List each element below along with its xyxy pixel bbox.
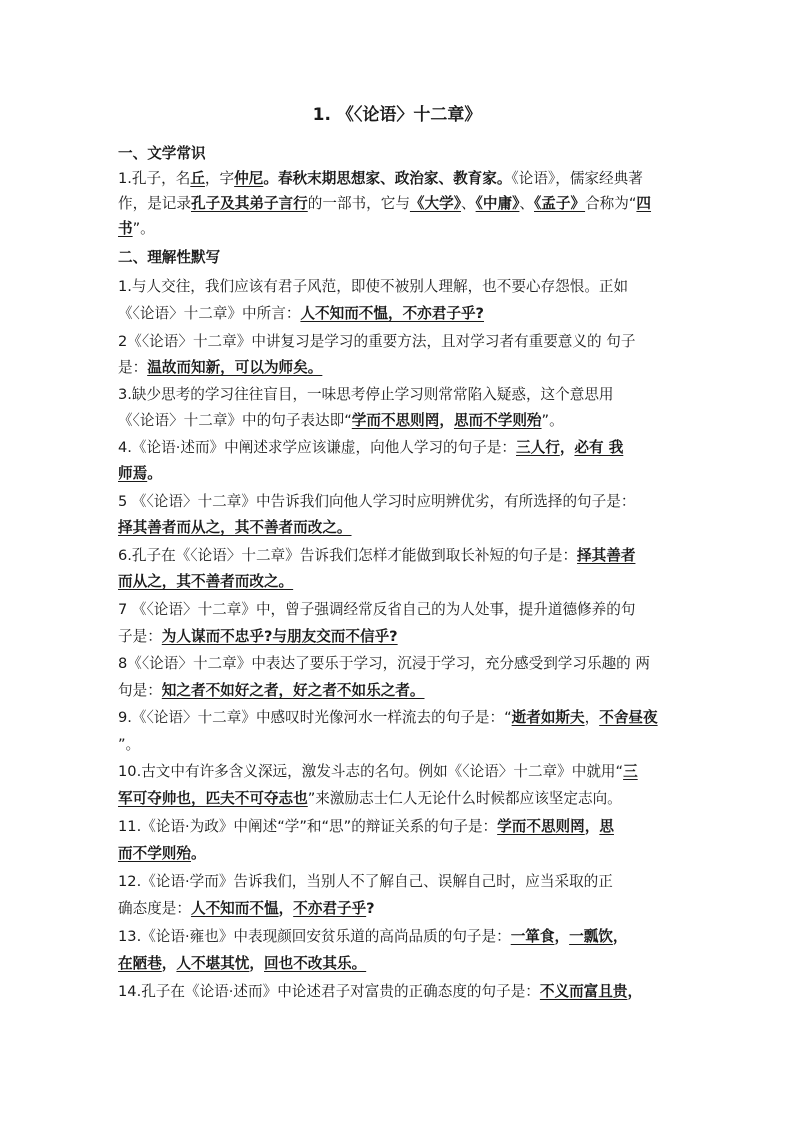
line-text: 《论语》，儒家经典著 [511, 170, 643, 187]
line-text: ”。 [132, 220, 155, 237]
text-line [118, 330, 688, 354]
line-text: 8《〈论语〉十二章》中表达了要乐于学习，沉浸于学习，充分感受到学习乐趣的 两 [118, 655, 651, 672]
line-text: 春秋末期思想家、政治家、教育家。 [277, 170, 512, 187]
answer-text: 《中庸》 [475, 195, 520, 212]
line-text: ， [161, 955, 177, 972]
text-line [118, 383, 688, 407]
line-text: 13.《论语·雍也》中表现颜回安贫乐道的高尚品质的句子是： [118, 928, 511, 945]
line-text: 子是： [118, 628, 162, 645]
line-text: 12.《论语·学而》告诉我们，当别人不了解自己、误解自己时，应当采取的正 [118, 873, 613, 890]
answer-text: 丘 [190, 170, 205, 187]
text-line [118, 598, 688, 622]
text-line [118, 217, 688, 241]
answer-text: 思而不学则殆 [453, 412, 542, 429]
answer-text: 四 [636, 195, 652, 212]
text-line [118, 516, 688, 540]
text-line [118, 302, 688, 326]
text-line [118, 706, 688, 730]
line-text: 。 [147, 465, 162, 482]
answer-text: 逝者如斯夫 [511, 709, 585, 726]
answer-text: 不舍昼夜 [599, 709, 658, 726]
line-text: ， [584, 709, 600, 726]
text-line [118, 167, 688, 191]
line-text: 9.《〈论语〉十二章》中感叹时光像河水一样流去的句子是：“ [118, 709, 512, 726]
line-text: ，字 [204, 170, 235, 187]
text-line [118, 679, 688, 703]
line-text: 10.古文中有许多含义深远，激发斗志的名句。例如《〈论语〉十二章》中就用“ [118, 763, 624, 780]
text-line [118, 760, 688, 784]
page-title: 1. 《〈论语〉十二章》 [312, 105, 482, 125]
text-line [118, 192, 688, 216]
text-line [118, 842, 688, 866]
answer-text: 不义而富且贵 [539, 983, 628, 1000]
answer-text: 为人谋而不忠乎?与朋友交而不信乎? [161, 628, 398, 645]
line-text: 是： [118, 359, 148, 376]
text-line [118, 652, 688, 676]
answer-text: 一箪食 [510, 928, 555, 945]
line-text: 1.孔子，名 [118, 170, 191, 187]
text-line [118, 544, 688, 568]
line-text: 、 [461, 195, 476, 212]
line-text: ， [439, 412, 454, 429]
line-text: 4.《论语·述而》中阐述求学应该谦虚，向他人学习的句子是： [118, 439, 517, 456]
line-text: 6.孔子在《〈论语〉十二章》告诉我们怎样才能做到取长补短的句子是： [118, 547, 578, 564]
section-heading-dictation: 二、理解性默写 [118, 249, 221, 266]
line-text: 2《〈论语〉十二章》中讲复习是学习的重要方法，且对学习者有重要意义的 句子 [118, 333, 636, 350]
answer-text: 在陋巷 [118, 955, 162, 972]
line-text: 。 [263, 170, 278, 187]
answer-text: 师焉 [118, 465, 148, 482]
text-line [118, 275, 688, 299]
answer-text: 军可夺帅也，匹夫不可夺志也 [118, 790, 308, 807]
line-text: 确态度是： [118, 900, 191, 917]
line-text: 11.《论语·为政》中阐述“学”和“思”的辩证关系的句子是： [118, 818, 498, 835]
text-line [118, 436, 688, 460]
text-line [118, 570, 688, 594]
line-text: 5 《〈论语〉十二章》中告诉我们向他人学习时应明辨优劣，有所选择的句子是： [118, 493, 636, 510]
line-text: 的一部书，它与 [307, 195, 410, 212]
line-text: 3.缺少思考的学习往往盲目，一味思考停止学习则常常陷入疑惑，这个意思用 [118, 386, 614, 403]
text-line [118, 625, 688, 649]
line-text: ， [612, 928, 628, 945]
text-line [118, 925, 688, 949]
line-text: 1.与人交往，我们应该有君子风范，即使不被别人理解，也不要心存怨恨。正如 [118, 278, 629, 295]
line-text: ， [627, 983, 643, 1000]
text-line [118, 490, 688, 514]
answer-text: 不亦君子乎 [293, 900, 367, 917]
line-text: ， [554, 928, 570, 945]
line-text: 7 《〈论语〉十二章》中，曾子强调经常反省自己的为人处事，提升道德修养的句 [118, 601, 636, 618]
answer-text: 必有 我 [574, 439, 624, 456]
answer-text: 《大学》 [409, 195, 461, 212]
line-text: 句是： [118, 682, 162, 699]
answer-text: 人不堪其忧 [176, 955, 250, 972]
line-text: ， [559, 439, 575, 456]
line-text: 《〈论语〉十二章》中所言： [118, 305, 301, 322]
line-text: ， [584, 818, 600, 835]
answer-text: 温故而知新，可以为师矣。 [147, 359, 323, 376]
answer-text: 择其善者而从之，其不善者而改之。 [118, 519, 352, 536]
line-text: 14.孔子在《论语·述而》中论述君子对富贵的正确态度的句子是： [118, 983, 540, 1000]
text-line [118, 733, 688, 757]
line-text: ， [278, 900, 294, 917]
line-text: ”。 [118, 736, 141, 753]
answer-text: 知之者不如好之者，好之者不如乐之者。 [161, 682, 425, 699]
line-text: 。 [190, 845, 206, 862]
answer-text: 人不知而不愠，不亦君子乎? [300, 305, 485, 322]
line-text: 《〈论语〉十二章》中的句子表达即“ [118, 412, 352, 429]
line-text: 作，是记录 [118, 195, 191, 212]
answer-text: 而不学则殆 [118, 845, 191, 862]
answer-text: 孔子及其弟子言行 [190, 195, 308, 212]
text-line [118, 897, 688, 921]
section-heading-literary-knowledge: 一、文学常识 [118, 145, 206, 162]
text-line [118, 952, 688, 976]
line-text: 合称为“ [585, 195, 637, 212]
answer-text: 学而不思则罔 [351, 412, 440, 429]
line-text: ? [366, 900, 375, 917]
line-text: ”。 [541, 412, 564, 429]
answer-text: 择其善者 [577, 547, 636, 564]
line-text: 、 [519, 195, 534, 212]
answer-text: 思 [599, 818, 614, 835]
text-line [118, 356, 688, 380]
answer-text: 三 [623, 763, 638, 780]
text-line [118, 980, 688, 1004]
answer-text: 一瓢饮 [569, 928, 613, 945]
line-text: ， [249, 955, 264, 972]
answer-text: 学而不思则罔 [497, 818, 585, 835]
answer-text: 三人行 [516, 439, 560, 456]
answer-text: 人不知而不愠 [190, 900, 279, 917]
answer-text: 而从之，其不善者而改之。 [118, 573, 294, 590]
line-text: ”来激励志士仁人无论什么时候都应该坚定志向。 [307, 790, 622, 807]
text-line [118, 787, 688, 811]
text-line [118, 462, 688, 486]
answer-text: 书 [118, 220, 133, 237]
text-line [118, 409, 688, 433]
answer-text: 《孟子》 [534, 195, 586, 212]
text-line [118, 815, 688, 839]
answer-text: 仲尼 [234, 170, 264, 187]
answer-text: 回也不改其乐。 [264, 955, 367, 972]
text-line [118, 870, 688, 894]
